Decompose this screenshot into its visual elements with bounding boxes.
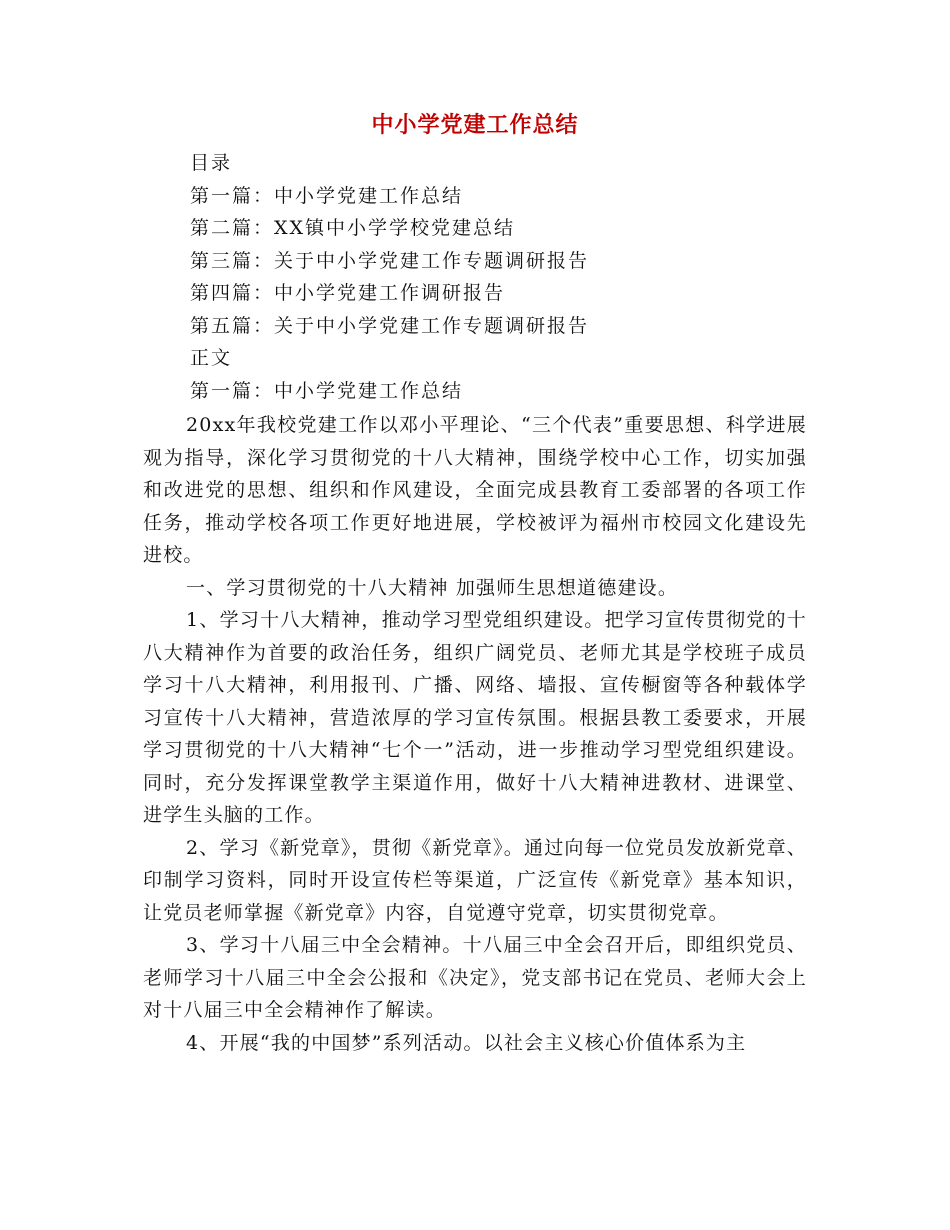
body-text [143,409,807,1059]
body-heading: 正文 [190,347,233,369]
toc-item: 第一篇：中小学党建工作总结 [190,184,464,207]
body-paragraph: 20xx年我校党建工作以邓小平理论、“三个代表”重要思想、科学进展观为指导，深化学习贯彻党的十八大精神，围绕学校中心工作，切实加强和改进党的思想、组织和作风建设，全面完成县教育工委部署的各项工作任务，推动学校各项工作更好地进展，学校被评为福州市校园文化建设先进校。 [143,414,807,566]
document-title: 中小学党建工作总结 [371,112,579,138]
toc-item: 第五篇：关于中小学党建工作专题调研报告 [190,314,590,337]
toc-heading: 目录 [190,152,233,174]
toc-item: 第二篇：XX镇中小学学校党建总结 [190,217,516,239]
body-paragraph: 4、开展“我的中国梦”系列活动。以社会主义核心价值体系为主 [186,1031,747,1054]
toc-item: 第三篇：关于中小学党建工作专题调研报告 [190,249,590,272]
body-paragraph: 2、学习《新党章》，贯彻《新党章》。通过向每一位党员发放新党章、印制学习资料，同时开设宣传栏等渠道，广泛宣传《新党章》基本知识，让党员老师掌握《新党章》内容，自觉遵守党章，切实贯彻党章。 [143,836,807,924]
toc-item: 第四篇：中小学党建工作调研报告 [190,282,506,304]
section-title: 第一篇：中小学党建工作总结 [190,379,464,402]
body-paragraph: 一、学习贯彻党的十八大精神 加强师生思想道德建设。 [186,576,679,599]
table-of-contents [190,147,830,407]
body-paragraph: 1、学习十八大精神，推动学习型党组织建设。把学习宣传贯彻党的十八大精神作为首要的政治任务，组织广阔党员、老师尤其是学校班子成员学习十八大精神，利用报刊、广播、网络、墙报、宣传橱窗等各种载体学习宣传十八大精神，营造浓厚的学习宣传氛围。根据县教工委要求，开展学习贯彻党的十八大精神“七个一”活动，进一步推动学习型党组织建设。同时，充分发挥课堂教学主渠道作用，做好十八大精神进教材、进课堂、进学生头脑的工作。 [143,609,807,826]
body-paragraph: 3、学习十八届三中全会精神。十八届三中全会召开后，即组织党员、老师学习十八届三中全会公报和《决定》，党支部书记在党员、老师大会上对十八届三中全会精神作了解读。 [143,934,807,1021]
